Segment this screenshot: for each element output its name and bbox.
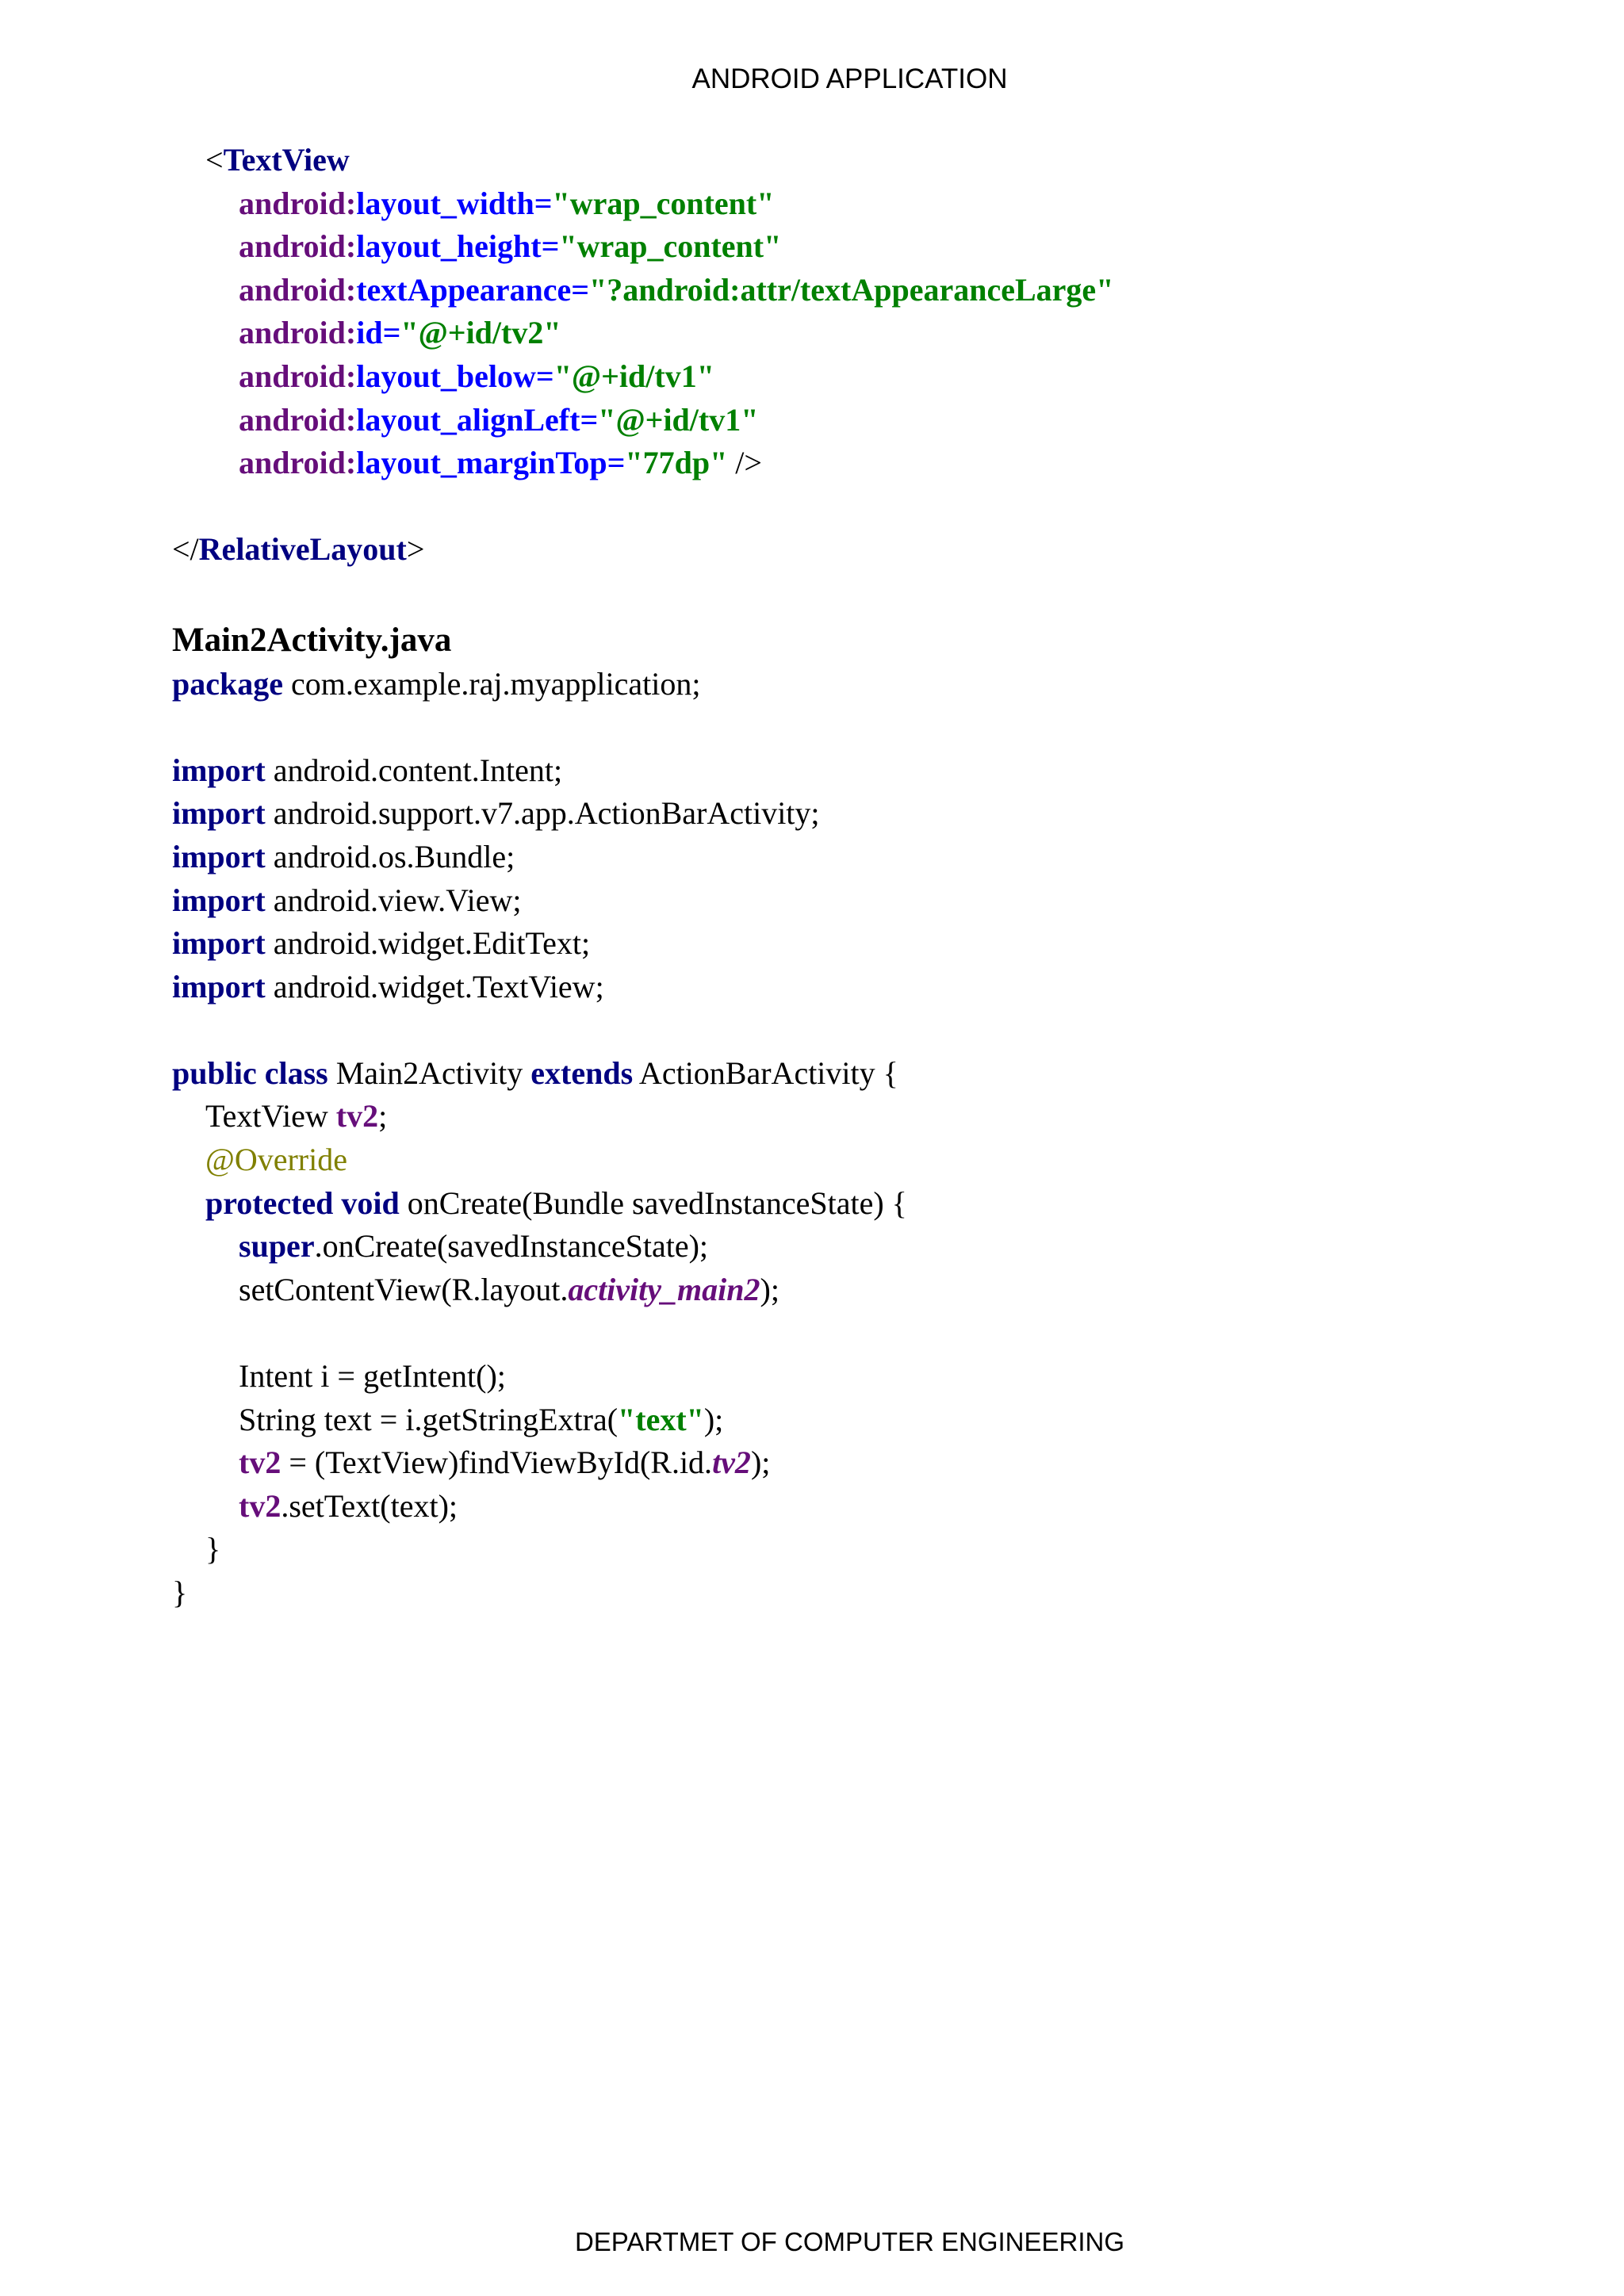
xml-attr-eq: = bbox=[382, 315, 401, 351]
import-line bbox=[172, 749, 1599, 793]
super-keyword: super bbox=[239, 1228, 315, 1265]
statement-end: ); bbox=[703, 1401, 724, 1437]
xml-attr-value: "@+id/tv1" bbox=[598, 401, 759, 438]
xml-attr-value: "@+id/tv1" bbox=[553, 358, 714, 394]
class-close-brace: } bbox=[172, 1575, 188, 1610]
xml-attr-ns: android: bbox=[239, 401, 357, 438]
xml-attr-line bbox=[172, 355, 1599, 399]
xml-attr-name: layout_width bbox=[356, 185, 534, 221]
class-declaration-line bbox=[172, 1052, 1599, 1096]
import-keyword: import bbox=[172, 838, 266, 874]
get-string-extra-call: String text = i.getStringExtra( bbox=[239, 1401, 619, 1437]
xml-attr-eq: = bbox=[580, 401, 599, 438]
method-close-brace: } bbox=[205, 1531, 221, 1567]
import-keyword: import bbox=[172, 752, 266, 788]
package-keyword: package bbox=[172, 665, 283, 702]
set-content-view-line bbox=[172, 1269, 1599, 1312]
xml-attr-value: "wrap_content" bbox=[552, 185, 775, 221]
xml-attr-eq: = bbox=[535, 358, 554, 394]
import-keyword: import bbox=[172, 795, 266, 832]
xml-attr-value: "?android:attr/textAppearanceLarge" bbox=[589, 271, 1114, 308]
blank-line bbox=[172, 485, 1599, 529]
import-line bbox=[172, 879, 1599, 923]
xml-close-gt: > bbox=[406, 531, 425, 568]
xml-attr-ns: android: bbox=[239, 315, 357, 351]
blank-line bbox=[172, 1008, 1599, 1052]
field-type: TextView bbox=[205, 1098, 336, 1135]
xml-attr-eq: = bbox=[571, 271, 590, 308]
import-path: android.widget.TextView; bbox=[265, 968, 604, 1004]
file-title: Main2Activity.java bbox=[172, 621, 452, 659]
page-footer: DEPARTMET OF COMPUTER ENGINEERING bbox=[574, 2227, 1125, 2256]
xml-attr-value: "77dp" bbox=[625, 445, 728, 481]
xml-lt: < bbox=[205, 142, 224, 178]
set-content-view-call: setContentView(R.layout. bbox=[239, 1271, 569, 1307]
import-path: android.widget.EditText; bbox=[265, 925, 591, 962]
method-modifiers: protected void bbox=[205, 1184, 400, 1221]
package-name: com.example.raj.myapplication; bbox=[283, 665, 701, 702]
blank-line bbox=[172, 572, 1599, 619]
import-line bbox=[172, 966, 1599, 1009]
layout-reference: activity_main2 bbox=[568, 1271, 760, 1307]
page-header: ANDROID APPLICATION bbox=[691, 63, 1008, 94]
xml-attr-line bbox=[172, 269, 1599, 312]
xml-attr-line bbox=[172, 399, 1599, 442]
xml-attr-line bbox=[172, 312, 1599, 355]
import-keyword: import bbox=[172, 882, 266, 918]
find-view-line bbox=[172, 1441, 1599, 1485]
xml-attr-eq: = bbox=[607, 445, 626, 481]
method-signature: onCreate(Bundle savedInstanceState) { bbox=[399, 1184, 907, 1221]
field-reference: tv2 bbox=[239, 1445, 282, 1481]
override-annotation: @Override bbox=[205, 1142, 347, 1178]
import-keyword: import bbox=[172, 925, 266, 962]
xml-attr-value: "@+id/tv2" bbox=[400, 315, 561, 351]
import-path: android.view.View; bbox=[265, 882, 522, 918]
class-superclass: ActionBarActivity { bbox=[633, 1054, 898, 1091]
find-view-call: = (TextView)findViewById(R.id. bbox=[281, 1445, 713, 1481]
xml-attr-line bbox=[172, 225, 1599, 269]
xml-close-tag-name: RelativeLayout bbox=[198, 531, 407, 568]
id-reference: tv2 bbox=[712, 1445, 751, 1481]
package-line bbox=[172, 663, 1599, 706]
xml-attr-ns: android: bbox=[239, 445, 357, 481]
xml-attr-value: "wrap_content" bbox=[559, 228, 782, 265]
string-literal: "text" bbox=[618, 1401, 704, 1437]
xml-attr-name: id bbox=[356, 315, 383, 351]
xml-close-lt: </ bbox=[172, 531, 199, 568]
xml-attr-eq: = bbox=[541, 228, 560, 265]
xml-attr-name: textAppearance bbox=[356, 271, 572, 308]
xml-self-close: /> bbox=[727, 445, 762, 481]
class-keyword: public class bbox=[172, 1054, 328, 1091]
import-keyword: import bbox=[172, 968, 266, 1004]
super-call: .onCreate(savedInstanceState); bbox=[314, 1228, 709, 1265]
xml-open-tag-line bbox=[172, 139, 1599, 182]
import-line bbox=[172, 836, 1599, 879]
xml-attr-name: layout_height bbox=[356, 228, 542, 265]
xml-attr-name: layout_below bbox=[356, 358, 536, 394]
xml-attr-eq: = bbox=[534, 185, 553, 221]
xml-attr-name: layout_alignLeft bbox=[356, 401, 580, 438]
method-declaration-line bbox=[172, 1182, 1599, 1226]
import-path: android.support.v7.app.ActionBarActivity; bbox=[265, 795, 820, 832]
xml-attr-ns: android: bbox=[239, 185, 357, 221]
xml-attr-ns: android: bbox=[239, 228, 357, 265]
field-reference: tv2 bbox=[239, 1487, 282, 1524]
xml-attr-ns: android: bbox=[239, 271, 357, 308]
super-call-line bbox=[172, 1225, 1599, 1269]
xml-attr-ns: android: bbox=[239, 358, 357, 394]
xml-attr-name: layout_marginTop bbox=[356, 445, 607, 481]
import-path: android.os.Bundle; bbox=[265, 838, 515, 874]
code-listing bbox=[172, 139, 1599, 1615]
blank-line bbox=[172, 1311, 1599, 1355]
xml-tag-name: TextView bbox=[223, 142, 350, 178]
class-name: Main2Activity bbox=[327, 1054, 531, 1091]
intent-line: Intent i = getIntent(); bbox=[239, 1358, 506, 1395]
get-string-extra-line bbox=[172, 1399, 1599, 1442]
field-declaration-line bbox=[172, 1095, 1599, 1138]
set-text-line bbox=[172, 1485, 1599, 1529]
xml-close-tag-line bbox=[172, 528, 1599, 572]
blank-line bbox=[172, 706, 1599, 749]
extends-keyword: extends bbox=[530, 1054, 634, 1091]
statement-end: ); bbox=[760, 1271, 779, 1307]
import-line bbox=[172, 922, 1599, 966]
set-text-call: .setText(text); bbox=[281, 1487, 458, 1524]
field-name: tv2 bbox=[335, 1098, 379, 1135]
import-line bbox=[172, 792, 1599, 836]
statement-end: ; bbox=[378, 1098, 388, 1135]
import-path: android.content.Intent; bbox=[265, 752, 563, 788]
xml-attr-line bbox=[172, 442, 1599, 485]
xml-attr-line bbox=[172, 182, 1599, 226]
statement-end: ); bbox=[750, 1445, 771, 1481]
